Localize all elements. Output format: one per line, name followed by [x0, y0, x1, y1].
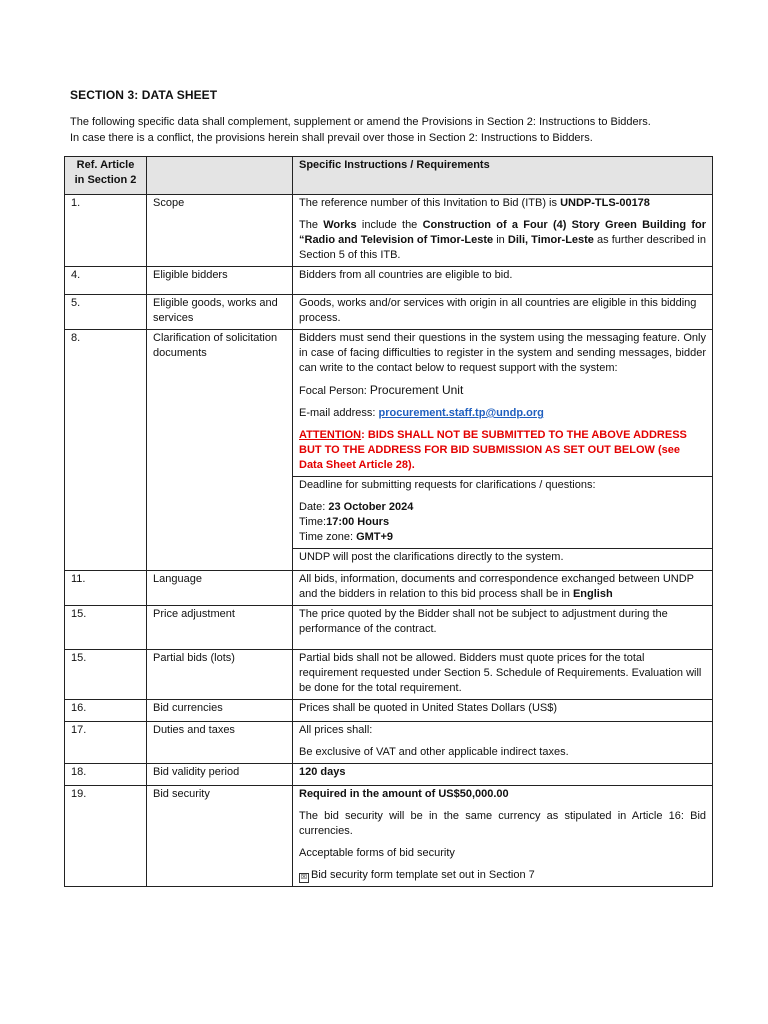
- row-requirements: Bidders from all countries are eligible to bid.: [293, 267, 713, 295]
- table-row: [65, 764, 713, 786]
- table-row: [65, 295, 713, 330]
- row-ref: 16.: [65, 700, 147, 722]
- table-row: [65, 195, 713, 267]
- header-requirements: Specific Instructions / Requirements: [293, 157, 713, 195]
- table-row: [65, 650, 713, 700]
- table-header-row: [65, 157, 713, 195]
- table-row: [65, 700, 713, 722]
- header-ref-article: Ref. Article in Section 2: [65, 157, 147, 195]
- row-ref: 15.: [65, 606, 147, 650]
- row-requirements-post: UNDP will post the clarifications directly to the system.: [293, 549, 713, 571]
- table-row: [65, 786, 713, 887]
- table-row: [65, 267, 713, 295]
- deadline-timezone: GMT+9: [356, 531, 394, 543]
- table-row: [65, 330, 713, 477]
- row-topic: Bid security: [147, 786, 293, 887]
- checkbox-checked-icon[interactable]: ☒: [300, 874, 308, 881]
- row-topic: Bid currencies: [147, 700, 293, 722]
- row-ref: 8.: [65, 330, 147, 571]
- itb-reference: UNDP-TLS-00178: [560, 197, 650, 209]
- row-ref: 19.: [65, 786, 147, 887]
- row-topic: Partial bids (lots): [147, 650, 293, 700]
- row-requirements: Bidders must send their questions in the system using the messaging feature. Only in case of facing difficulties to register in the system and sending messages, bidder can write to the contact below to request support with the system: Focal Person: Procurement Unit E-mail address: procurement.staff.tp@undp.org ATTENTION: BIDS SHALL NOT BE SUBMITTED TO THE ABOVE ADDRESS BUT TO THE ADDRESS FOR BID SUBMISSION AS SET OUT BELOW (see Data Sheet Article 28).: [293, 330, 713, 477]
- row-ref: 5.: [65, 295, 147, 330]
- row-topic: Duties and taxes: [147, 722, 293, 764]
- row-requirements: 120 days: [293, 764, 713, 786]
- row-topic: Eligible bidders: [147, 267, 293, 295]
- intro-paragraph: [70, 114, 710, 146]
- data-sheet-table: [64, 156, 713, 887]
- row-requirements: All prices shall: Be exclusive of VAT and other applicable indirect taxes.: [293, 722, 713, 764]
- row-requirements: All bids, information, documents and correspondence exchanged between UNDP and the bidders in relation to this bid process shall be in English: [293, 571, 713, 606]
- row-topic: Eligible goods, works and services: [147, 295, 293, 330]
- row-ref: 11.: [65, 571, 147, 606]
- email-link[interactable]: procurement.staff.tp@undp.org: [378, 407, 544, 419]
- row-ref: 1.: [65, 195, 147, 267]
- row-topic: Scope: [147, 195, 293, 267]
- row-topic: Price adjustment: [147, 606, 293, 650]
- section-title: SECTION 3: DATA SHEET: [70, 88, 218, 102]
- row-topic: Bid validity period: [147, 764, 293, 786]
- row-topic: Clarification of solicitation documents: [147, 330, 293, 571]
- table-row: [65, 571, 713, 606]
- header-topic: [147, 157, 293, 195]
- table-row: [65, 722, 713, 764]
- row-requirements: Partial bids shall not be allowed. Bidders must quote prices for the total requirement requested under Section 5. Schedule of Requirements. Evaluation will be done for the total requirement.: [293, 650, 713, 700]
- intro-line-2: In case there is a conflict, the provisions herein shall prevail over those in Section 2: Instructions to Bidders.: [70, 132, 593, 144]
- row-requirements: The price quoted by the Bidder shall not be subject to adjustment during the performance of the contract.: [293, 606, 713, 650]
- intro-line-1: The following specific data shall complement, supplement or amend the Provisions in Section 2: Instructions to Bidders.: [70, 116, 651, 128]
- row-ref: 4.: [65, 267, 147, 295]
- row-requirements: Goods, works and/or services with origin in all countries are eligible in this bidding process.: [293, 295, 713, 330]
- attention-notice: ATTENTION: BIDS SHALL NOT BE SUBMITTED TO THE ABOVE ADDRESS BUT TO THE ADDRESS FOR BID SUBMISSION AS SET OUT BELOW (see Data Sheet Article 28).: [299, 429, 687, 471]
- row-ref: 17.: [65, 722, 147, 764]
- focal-person: Procurement Unit: [369, 383, 464, 397]
- row-ref: 18.: [65, 764, 147, 786]
- table-row: [65, 606, 713, 650]
- row-requirements-deadline: Deadline for submitting requests for clarifications / questions: Date: 23 October 2024 Time:17:00 Hours Time zone: GMT+9: [293, 477, 713, 549]
- row-requirements: The reference number of this Invitation to Bid (ITB) is UNDP-TLS-00178 The Works include the Construction of a Four (4) Story Green Building for “Radio and Television of Timor-Leste in Dili, Timor-Leste as further described in Section 5 of this ITB.: [293, 195, 713, 267]
- row-requirements: Required in the amount of US$50,000.00 The bid security will be in the same currency as stipulated in Article 16: Bid currencies. Acceptable forms of bid security ☒ Bid security form template set out in Section 7: [293, 786, 713, 887]
- row-ref: 15.: [65, 650, 147, 700]
- deadline-date: 23 October 2024: [328, 501, 414, 513]
- row-topic: Language: [147, 571, 293, 606]
- row-requirements: Prices shall be quoted in United States Dollars (US$): [293, 700, 713, 722]
- deadline-time: 17:00 Hours: [326, 516, 390, 528]
